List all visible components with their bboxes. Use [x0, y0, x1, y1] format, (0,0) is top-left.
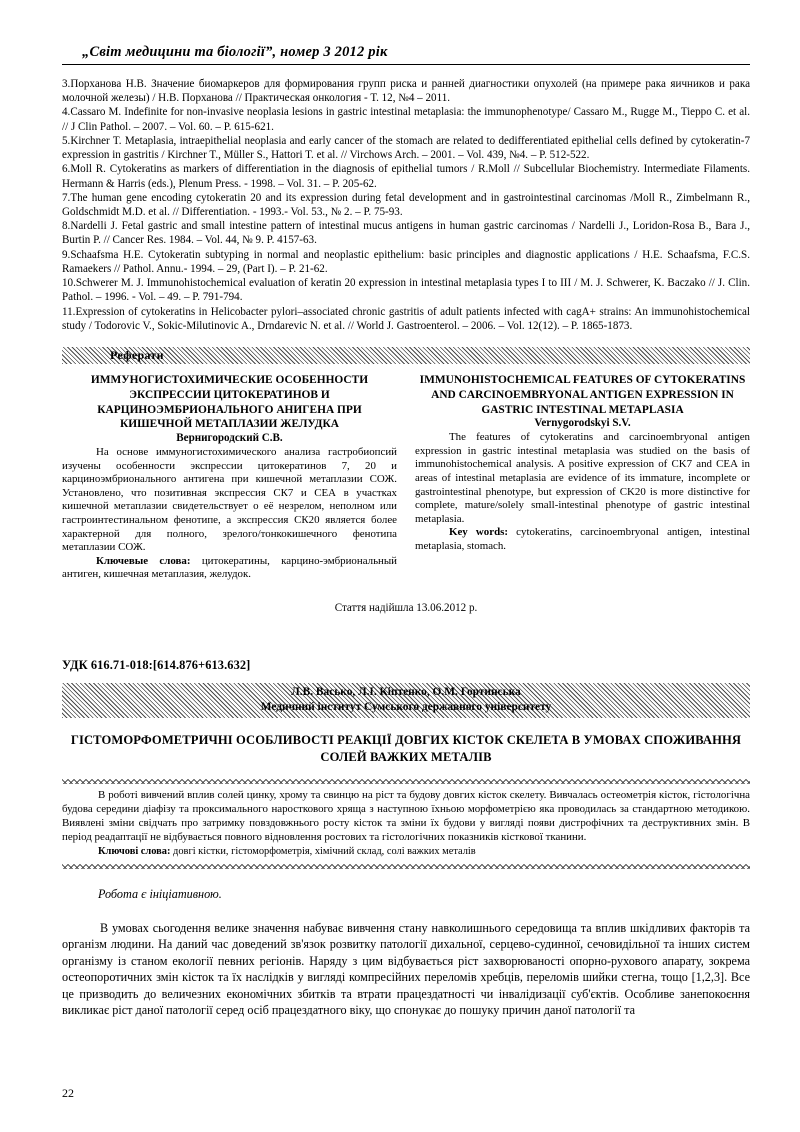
reference-item: 4.Cassaro M. Indefinite for non-invasive neoplasia lesions in gastric intestinal metaplasia: the immunophenotype/ Cassaro M., Rugge M., Tieppo C. et al. // J Clin Pathol. – 2007. – Vol. 60. – P. 615-621. — [62, 106, 750, 133]
abstract-ru-title: ИММУНОГИСТОХИМИЧЕСКИЕ ОСОБЕННОСТИ ЭКСПРЕССИИ ЦИТОКЕРАТИНОВ И КАРЦИНОЭМБРИОНАЛЬНОГО АНИГЕНА ПРИ КИШЕЧНОЙ МЕТАПЛАЗИИ ЖЕЛУДКА — [90, 373, 369, 431]
article-title: ГІСТОМОРФОМЕТРИЧНІ ОСОБЛИВОСТІ РЕАКЦІЇ ДОВГИХ КІСТОК СКЕЛЕТА В УМОВАХ СПОЖИВАННЯ СОЛЕЙ ВАЖКИХ МЕТАЛІВ — [70, 732, 742, 764]
received-date: Стаття надійшла 13.06.2012 р. — [334, 601, 478, 614]
running-head: „Світ медицини та біології”, номер 3 2012 рік — [82, 44, 388, 60]
abstract-ru-keywords-text: цитокератины, карцино-эмбриональный антиген, кишечная метаплазия, желудок. — [62, 554, 398, 581]
initiative-note: Робота є ініціативною. — [98, 886, 222, 901]
page-content — [62, 0, 750, 1018]
zigzag-rule-bottom-icon — [62, 862, 750, 869]
running-head-rule — [62, 64, 750, 65]
zigzag-rule-top-icon — [62, 777, 750, 784]
references-list — [62, 77, 750, 333]
abstract-en-body: The features of cytokeratins and carcinoembryonal antigen expression in gastric intestinal metaplasia was studied on the basis of immunohistochemical analysis. A positive expression of CK7 and CEA in areas of intestinal metaplasia are evidence of its immature, incomplete or gastrointestinal phenotype, but expression of CK20 is more distinctive for complete, mature/solely small-intestinal phenotype of gastric intestinal metaplasia. — [415, 431, 750, 525]
article-body-paragraph: В умовах сьогодення велике значення набуває вивчення стану навколишнього середовища та вплив шкідливих факторів та організм людини. На даний час доведений зв'язок розвитку патології дихальної, серцево-судинної, сечовидільної та інших систем організму із станом екології певних регіонів. Наряду з цим відбувається ріст захворюваності опорно-рухового апарату, зокрема остеопоротичних змін кісток та їх наслідків у вигляді компресійних переломів хребців, переломів шийки стегна, тощо [1,2,3]. Все це призводить до величезних економічних збитків та втрати працездатності чи інвалідизації суб'єктів. Особливе занепокоєння викликає ріст даної патології серед осіб працездатного віку, що спонукає до пошуку причин даної патології та — [62, 920, 750, 1017]
abstract-en-author: Vernygorodskyi S.V. — [534, 417, 631, 430]
abstract-russian — [62, 373, 397, 582]
reference-item: 11.Expression of cytokeratins in Helicobacter pylori–associated chronic gastritis of adult patients infected with cagA+ strains: An immunohistochemical study / Todorovic V., Sokic-Milutinovic A., Drndarevic N. et al. // World J. Gastroenterol. – 2006. – Vol. 12(12). – P. 1865-1873. — [62, 305, 750, 332]
reference-item: 8.Nardelli J. Fetal gastric and small intestine pattern of intestinal mucus antigens in human gastric carcinomas / Nardelli J., Loridon-Rosa B., Bara J., Burtin P. // Cancer Res. 1984. – Vol. 44, № 9. P. 4157-63. — [62, 220, 750, 247]
reference-item: 3.Порханова Н.В. Значение биомаркеров для формирования групп риска и ранней диагностики опухолей (на примере рака яичников и рака молочной железы) / Н.В. Порханова // Практическая онкология - Т. 12, №4 – 2011. — [62, 78, 750, 105]
article-body — [62, 920, 750, 1018]
article-abstract — [62, 788, 750, 858]
abstract-english — [415, 373, 750, 582]
article-keywords-label: Ключові слова: — [98, 845, 171, 857]
abstract-en-keywords-label: Key words: — [449, 526, 508, 539]
udc-code: УДК 616.71-018:[614.876+613.632] — [62, 657, 251, 672]
abstract-ru-keywords-label: Ключевые слова: — [96, 554, 191, 567]
abstract-ru-keywords — [62, 555, 397, 582]
abstracts-section-label: Реферати — [110, 348, 164, 363]
article-keywords — [62, 845, 750, 858]
reference-item: 7.The human gene encoding cytokeratin 20 and its expression during fetal development and in gastrointestinal carcinomas /Moll R., Zimbelmann R., Goldschmidt M.D. et al. // Differentiation. - 1993.- Vol. 53., № 2. – P. 75-93. — [62, 191, 750, 218]
reference-item: 5.Kirchner T. Metaplasia, intraepithelial neoplasia and early cancer of the stomach are related to dedifferentiated epithelial cells defined by cytokeratin-7 expression in gastritis / Kirchner T., Müller S., Hattori T. et al. // Virchows Arch. – 2001. – Vol. 439, №4. – P. 512-522. — [62, 134, 750, 162]
abstracts-columns — [62, 373, 750, 582]
reference-item: 10.Schwerer M. J. Immunohistochemical evaluation of keratin 20 expression in intestinal metaplasia types I to III / M. J. Schwerer, K. Baczako // J. Clin. Pathol. – 1996. - Vol. – 49. – P. 791-794. — [62, 277, 750, 304]
abstract-en-keywords-text: cytokeratins, carcinoembryonal antigen, intestinal metaplasia, stomach. — [415, 526, 750, 552]
reference-item: 6.Moll R. Cytokeratins as markers of differentiation in the diagnosis of epithelial tumors / R.Moll // Subcellular Biochemistry. Intermediate Filaments. Hermann & Harris (eds.), Plenum Press. - 1998. – Vol. 31. – P. 205-62. — [62, 163, 750, 190]
article-affiliation: Медичний інститут Сумського державного університету — [260, 701, 552, 714]
reference-item: 9.Schaafsma H.E. Cytokeratin subtyping in normal and neoplastic epithelium: basic principles and diagnostic applications / H.E. Schaafsma, F.C.S. Ramaekers // Pathol. Annu.- 1994. – 29, (Part I). – P. 21-62. — [62, 248, 750, 275]
abstract-ru-author: Вернигородский С.В. — [176, 432, 283, 445]
abstract-en-keywords — [415, 526, 750, 553]
abstract-ru-body: На основе иммуногистохимического анализа гастробиопсий изучены особенности экспрессии цитокератинов 7, 20 и карциноэмбрионального антигена при кишечной метаплазии СОЖ. Установлено, что позитивная экспрессия СК7 и СЕА в участках кишечной метаплазии свидетельствует о её незрелом, неполном или гастроинтестинальном фенотипе, а экспрессия СК20 является более характерной для полного, зрелого/тонкокишечного фенотипа метаплазии СОЖ. — [62, 446, 397, 554]
article-authors: Л.В. Васько, Л.І. Кіптенко, О.М. Гортинська — [291, 685, 521, 698]
page-number: 22 — [62, 1086, 74, 1100]
abstracts-section-band — [62, 347, 750, 364]
article-keywords-text: довгі кістки, гістоморфометрія, хімічний склад, солі важких металів — [170, 845, 476, 857]
article-abstract-text: В роботі вивчений вплив солей цинку, хрому та свинцю на ріст та будову довгих кісток скелету. Вивчалась остеометрія кісток, гістологічна будова середини діафізу та проксимального наросткового хряща з наступною їхньою морфометрією яка проводилась за стандартною методикою. Виявлені зміни свідчать про затримку повздовжнього росту кісток та зміни їх будови у вигляді появи дистрофічних та деструктивних змін. В період реадаптації не відбувається повного відновлення ростових та гістологічних показників кісткової тканини. — [62, 789, 750, 844]
abstract-en-title: IMMUNOHISTOCHEMICAL FEATURES OF CYTOKERATINS AND CARCINOEMBRYONAL ANTIGEN EXPRESSION IN GASTRIC INTESTINAL METAPLASIA — [419, 373, 746, 416]
article-author-band — [62, 683, 750, 718]
